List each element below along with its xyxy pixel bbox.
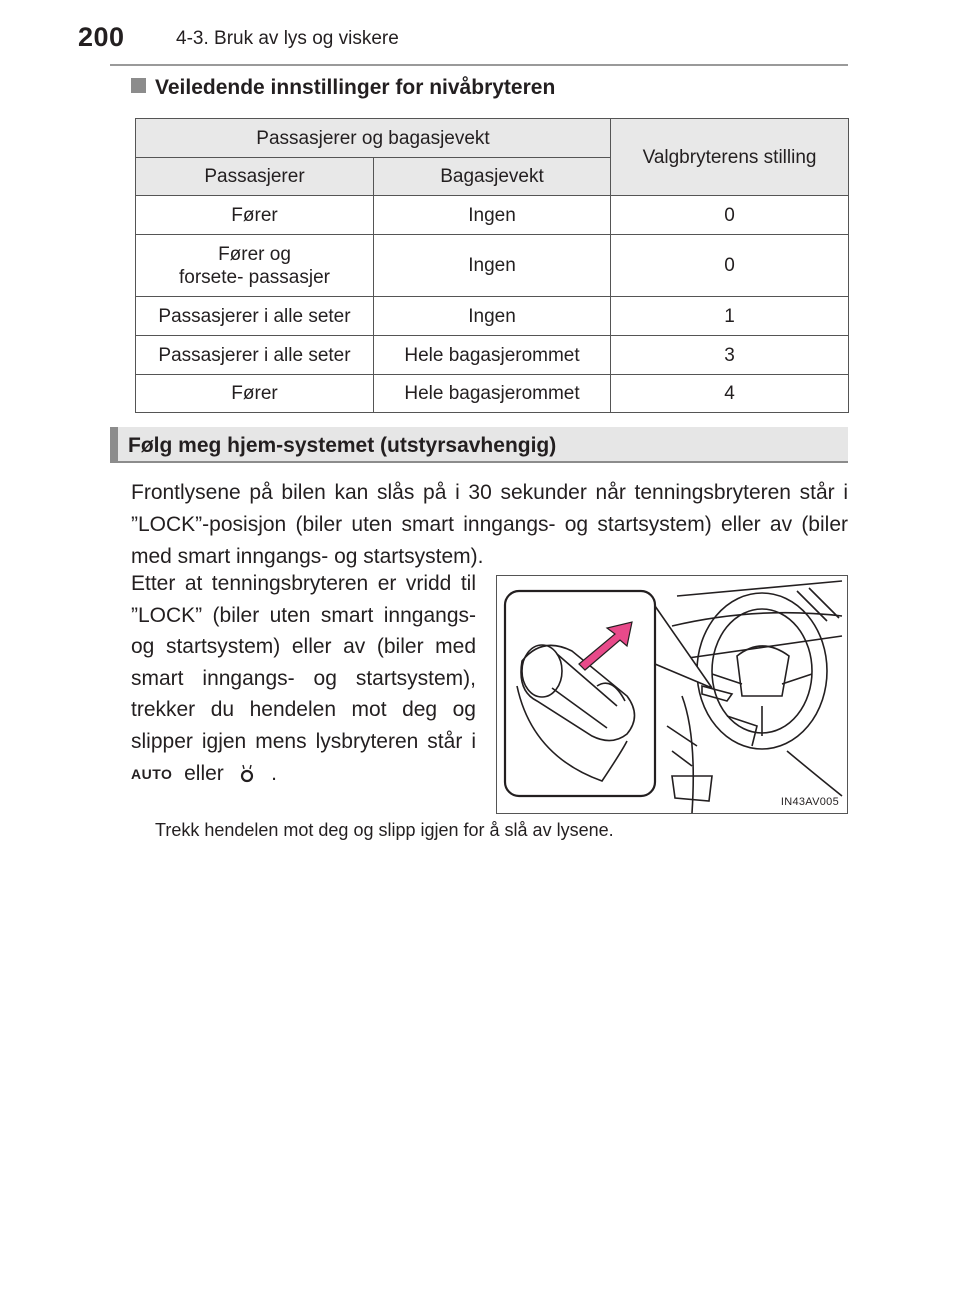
passenger-line: forsete- passasjer bbox=[178, 266, 330, 288]
connector-text: eller bbox=[184, 761, 224, 785]
table-row bbox=[136, 375, 849, 413]
table-row bbox=[136, 336, 849, 375]
passenger-cell bbox=[136, 375, 374, 413]
chapter-label: 4-3. Bruk av lys og viskere bbox=[176, 28, 399, 49]
instruction-text: Etter at tenningsbryteren er vridd til ”LOCK” (biler uten smart inngangs- og startsystem) eller av (biler med smart inngangs- og startsystem), trekker du hendelen mot deg og slipper igjen mens lysbryteren står i bbox=[131, 572, 476, 753]
switch-header-cell: Valgbryterens stilling bbox=[611, 119, 849, 196]
luggage-cell: Ingen bbox=[374, 297, 611, 336]
luggage-cell: Hele bagasjerommet bbox=[374, 375, 611, 413]
intro-paragraph: Frontlysene på bilen kan slås på i 30 sekunder når tenningsbryteren står i ”LOCK”-posisjon (biler uten smart inngangs- og startsystem) eller av (biler med smart inngangs- og startsystem). bbox=[131, 481, 848, 568]
position-cell: 3 bbox=[611, 336, 849, 375]
subsection-title bbox=[131, 76, 555, 100]
luggage-header-cell: Bagasjevekt bbox=[374, 158, 611, 196]
passenger-cell bbox=[136, 235, 374, 297]
headlight-icon bbox=[235, 762, 259, 784]
square-bullet-icon bbox=[131, 78, 146, 93]
figure-code: IN43AV005 bbox=[780, 796, 839, 808]
instruction-paragraph bbox=[131, 568, 476, 790]
passenger-cell bbox=[136, 297, 374, 336]
page-number: 200 bbox=[78, 22, 125, 52]
passenger-line: Fører og bbox=[218, 243, 291, 265]
position-cell: 4 bbox=[611, 375, 849, 413]
group-header-cell: Passasjerer og bagasjevekt bbox=[136, 119, 611, 158]
position-cell: 0 bbox=[611, 235, 849, 297]
passenger-line: Passasjerer i alle seter bbox=[158, 344, 351, 366]
header-rule bbox=[110, 64, 848, 66]
passenger-header-cell: Passasjerer bbox=[136, 158, 374, 196]
luggage-cell: Ingen bbox=[374, 235, 611, 297]
note-text: Trekk hendelen mot deg og slipp igjen for å slå av lysene. bbox=[155, 820, 614, 840]
position-cell: 0 bbox=[611, 196, 849, 235]
table-row bbox=[136, 196, 849, 235]
passenger-cell bbox=[136, 336, 374, 375]
passenger-cell bbox=[136, 196, 374, 235]
end-punct: . bbox=[271, 761, 277, 785]
section-heading: Følg meg hjem-systemet (utstyrsavhengig) bbox=[110, 427, 848, 463]
level-settings-table bbox=[135, 118, 849, 413]
passenger-line: Passasjerer i alle seter bbox=[158, 305, 351, 327]
position-cell: 1 bbox=[611, 297, 849, 336]
passenger-line: Fører bbox=[231, 204, 278, 226]
passenger-line: Fører bbox=[231, 383, 278, 404]
subsection-title-text: Veiledende innstillinger for nivåbryteren bbox=[155, 76, 556, 99]
luggage-cell: Hele bagasjerommet bbox=[374, 336, 611, 375]
table-row bbox=[136, 297, 849, 336]
auto-symbol: AUTO bbox=[131, 765, 173, 782]
luggage-cell: Ingen bbox=[374, 196, 611, 235]
dashboard-illustration bbox=[496, 575, 848, 814]
table-row bbox=[136, 235, 849, 297]
lever-drawing bbox=[497, 576, 847, 813]
